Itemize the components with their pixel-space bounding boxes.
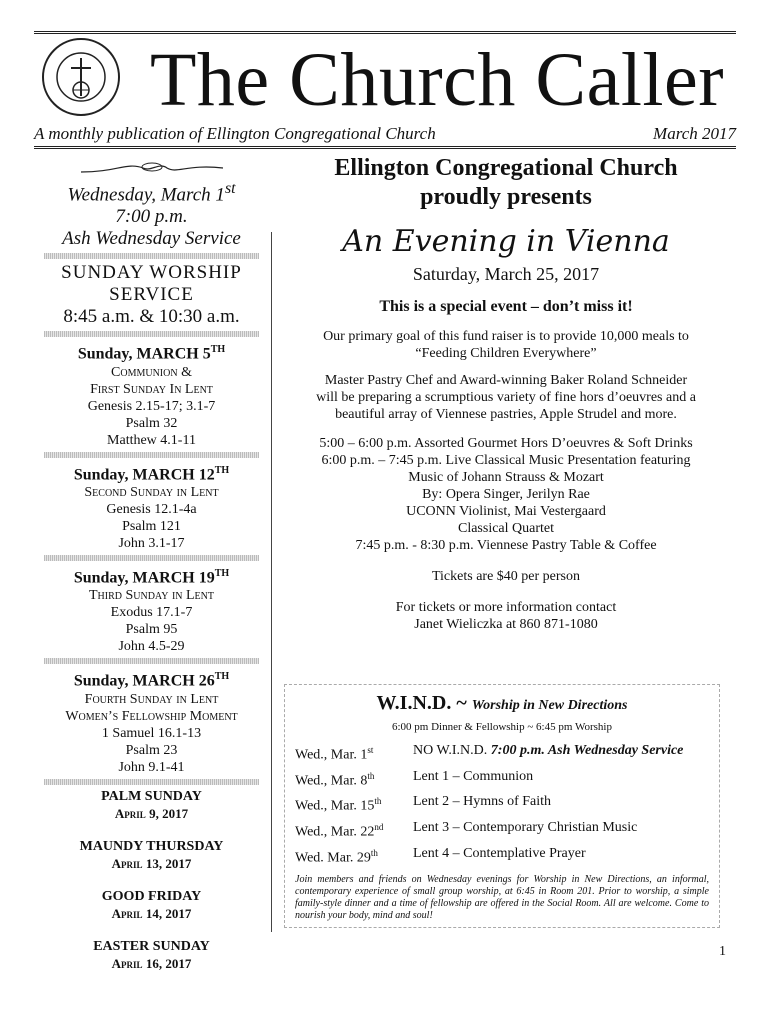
reading: Psalm 32 [125, 415, 178, 431]
ash-wednesday-date: Wednesday, March 1st [67, 180, 236, 206]
holiday-date: April 9, 2017 [114, 805, 189, 821]
week-subtitle: Third Sunday in Lent [88, 588, 214, 604]
wind-title: W.I.N.D. ~ Worship in New Directions [376, 692, 628, 714]
ash-wednesday-time: 7:00 p.m. [115, 206, 188, 228]
ash-wednesday-label: Ash Wednesday Service [62, 228, 241, 250]
chef-description: Master Pastry Chef and Award-winning Baker Roland Schneider will be preparing a scrumptious variety of fine hors d’oeuvres and a beautiful array of Viennese pastries, Apple Strudel and more. [316, 373, 696, 422]
page-number: 1 [719, 944, 726, 959]
presents-heading: proudly presents [420, 184, 592, 210]
reading: John 4.5-29 [118, 639, 185, 655]
reading: John 3.1-17 [118, 535, 185, 551]
list-item: Wed. Mar. 29th Lent 4 – Contemplative Prayer [295, 845, 586, 866]
holiday-name: EASTER SUNDAY [93, 938, 210, 954]
holiday-name: GOOD FRIDAY [101, 888, 202, 904]
list-item: Wed., Mar. 8th Lent 1 – Communion [295, 768, 534, 789]
wind-description: Join members and friends on Wednesday evenings for Worship in New Directions, an informal, contemporary experience of small group worship, at 6:45 in Room 201. Prior to worship, a simple family-style dinner and a time of fellowship are offered in the Social Room. All are welcome. Come to nourish your body, mind and soul! [295, 874, 709, 922]
ornamental-flourish [77, 158, 227, 178]
divider [44, 555, 259, 561]
divider [44, 331, 259, 337]
event-title: An Evening in Vienna [342, 224, 670, 259]
special-event-note: This is a special event – don’t miss it! [379, 298, 633, 315]
holiday-date: April 13, 2017 [111, 855, 192, 871]
holiday-block [44, 888, 259, 922]
holiday-block [44, 788, 259, 822]
sunday-worship-heading-2: SERVICE [109, 284, 194, 306]
reading: 1 Samuel 16.1-13 [101, 725, 202, 741]
week-subtitle: Second Sunday in Lent [84, 484, 219, 500]
list-item: Wed., Mar. 1st NO W.I.N.D. 7:00 p.m. Ash Wednesday Service [295, 743, 684, 763]
fundraiser-goal: Our primary goal of this fund raiser is to provide 10,000 meals to “Feeding Children Everywhere” [323, 329, 689, 361]
column-divider [271, 232, 272, 932]
week-block [44, 461, 259, 552]
divider [44, 452, 259, 458]
newsletter-title: The Church Caller [150, 38, 725, 122]
masthead-subheader [34, 124, 736, 146]
event-schedule: 5:00 – 6:00 p.m. Assorted Gourmet Hors D’oeuvres & Soft Drinks 6:00 p.m. – 7:45 p.m. Live Classical Music Presentation featuring Music of Johann Strauss & Mozart By: Opera Singer, Jerilyn Rae UCONN Violinist, Mai Vestergaard Classical Quartet 7:45 p.m. - 8:30 p.m. Viennese Pastry Table & Coffee [319, 436, 693, 553]
wind-worship-box [284, 684, 720, 928]
reading: Genesis 12.1-4a [106, 501, 197, 517]
week-title: Sunday, MARCH 19TH [73, 567, 230, 587]
reading: Psalm 121 [122, 518, 181, 534]
list-item: Wed., Mar. 22nd Lent 3 – Contemporary Christian Music [295, 819, 638, 840]
reading: Genesis 2.15-17; 3.1-7 [87, 398, 216, 414]
sunday-worship-heading: SUNDAY WORSHIP [61, 262, 242, 284]
week-subtitle: First Sunday In Lent [90, 381, 213, 397]
divider [44, 779, 259, 785]
reading: Matthew 4.1-11 [107, 432, 196, 448]
event-announcement [288, 154, 724, 633]
ticket-contact: For tickets or more information contact Janet Wieliczka at 860 871-1080 [395, 600, 617, 632]
reading: Psalm 23 [125, 742, 178, 758]
week-block [44, 340, 259, 448]
holiday-block [44, 938, 259, 972]
reading: Exodus 17.1-7 [110, 605, 193, 621]
list-item: Wed., Mar. 15th Lent 2 – Hymns of Faith [295, 794, 552, 814]
holiday-date: April 14, 2017 [111, 905, 192, 921]
church-name-heading: Ellington Congregational Church [334, 155, 678, 181]
issue-date: March 2017 [653, 124, 736, 143]
reading: John 9.1-41 [118, 759, 185, 775]
masthead-top-rule [34, 31, 736, 34]
reading: Psalm 95 [125, 622, 178, 638]
holiday-name: PALM SUNDAY [101, 788, 202, 804]
week-subtitle: Fourth Sunday in Lent [84, 691, 219, 707]
week-subtitle: Communion & [111, 364, 192, 380]
holiday-name: MAUNDY THURSDAY [79, 838, 224, 854]
masthead-bottom-rule [34, 146, 736, 149]
week-block [44, 564, 259, 655]
holiday-date: April 16, 2017 [111, 955, 192, 971]
holiday-block [44, 838, 259, 872]
week-title: Sunday, MARCH 12TH [73, 464, 230, 483]
divider [44, 253, 259, 259]
worship-schedule-sidebar [44, 158, 259, 972]
week-title: Sunday, MARCH 5TH [77, 344, 226, 363]
worship-times: 8:45 a.m. & 10:30 a.m. [63, 306, 240, 328]
ucc-seal-logo [40, 36, 122, 118]
ticket-price: Tickets are $40 per person [431, 569, 580, 584]
week-title: Sunday, MARCH 26TH [73, 671, 230, 690]
divider [44, 658, 259, 664]
week-subtitle: Women’s Fellowship Moment [65, 708, 238, 724]
wind-schedule-note: 6:00 pm Dinner & Fellowship ~ 6:45 pm Worship [392, 721, 612, 733]
wind-schedule [295, 740, 709, 868]
event-date: Saturday, March 25, 2017 [412, 264, 600, 284]
week-block [44, 667, 259, 775]
publication-subtitle: A monthly publication of Ellington Congregational Church [34, 124, 436, 143]
